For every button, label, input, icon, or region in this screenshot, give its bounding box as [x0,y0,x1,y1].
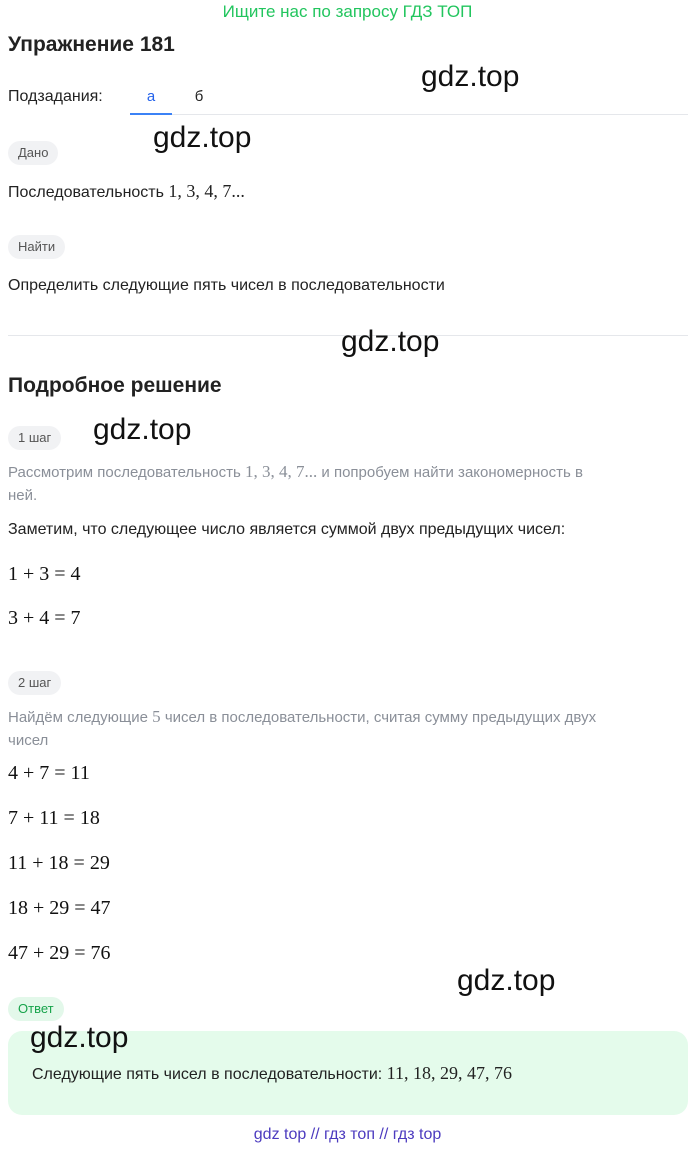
step2-equation-5: 47 + 29 = 76 [8,942,111,964]
solution-title: Подробное решение [8,374,222,397]
watermark: gdz.top [30,1021,129,1054]
subtasks-label: Подзадания: [8,88,103,105]
answer-text [32,1063,512,1084]
step1-equation-1: 1 + 3 = 4 [8,563,81,585]
given-label: Последовательность [8,184,164,201]
answer-values: 11, 18, 29, 47, 76 [386,1063,512,1083]
watermark: gdz.top [341,325,440,358]
footer-links[interactable]: gdz top // гдз топ // гдз top [253,1126,442,1143]
find-text: Определить следующие пять чисел в последовательности [8,277,445,294]
step1-description [8,460,678,507]
step2-equation-1: 4 + 7 = 11 [8,762,90,784]
tabs-divider [172,114,688,115]
step2-desc-c: чисел [8,732,49,749]
watermark: gdz.top [421,60,520,93]
step2-description [8,705,678,752]
find-badge: Найти [8,235,65,259]
step2-badge: 2 шаг [8,671,61,695]
top-banner: Ищите нас по запросу ГДЗ ТОП [222,2,473,21]
step1-desc-math: 1, 3, 4, 7... [244,462,318,481]
watermark: gdz.top [457,964,556,997]
answer-badge: Ответ [8,997,64,1021]
step1-desc-c: ней. [8,487,38,504]
step1-note: Заметим, что следующее число является суммой двух предыдущих чисел: [8,521,566,538]
step1-desc-b: и попробуем найти закономерность в [321,464,583,481]
given-badge: Дано [8,141,58,165]
tab-a[interactable]: а [146,88,156,105]
given-sequence: 1, 3, 4, 7... [168,181,245,201]
step1-badge: 1 шаг [8,426,61,450]
answer-label: Следующие пять чисел в последовательности: [32,1066,383,1083]
step2-equation-4: 18 + 29 = 47 [8,897,111,919]
active-tab-indicator [130,113,172,115]
given-text [8,181,245,202]
step2-desc-a: Найдём следующие [8,709,148,726]
step2-equation-2: 7 + 11 = 18 [8,807,100,829]
step2-equation-3: 11 + 18 = 29 [8,852,110,874]
watermark: gdz.top [93,413,192,446]
step2-desc-b: чисел в последовательности, считая сумму предыдущих двух [164,709,597,726]
step2-desc-math: 5 [152,707,161,726]
step1-desc-a: Рассмотрим последовательность [8,464,241,481]
tab-b[interactable]: б [194,88,204,105]
page-title: Упражнение 181 [8,33,175,56]
watermark: gdz.top [153,121,252,154]
step1-equation-2: 3 + 4 = 7 [8,607,81,629]
